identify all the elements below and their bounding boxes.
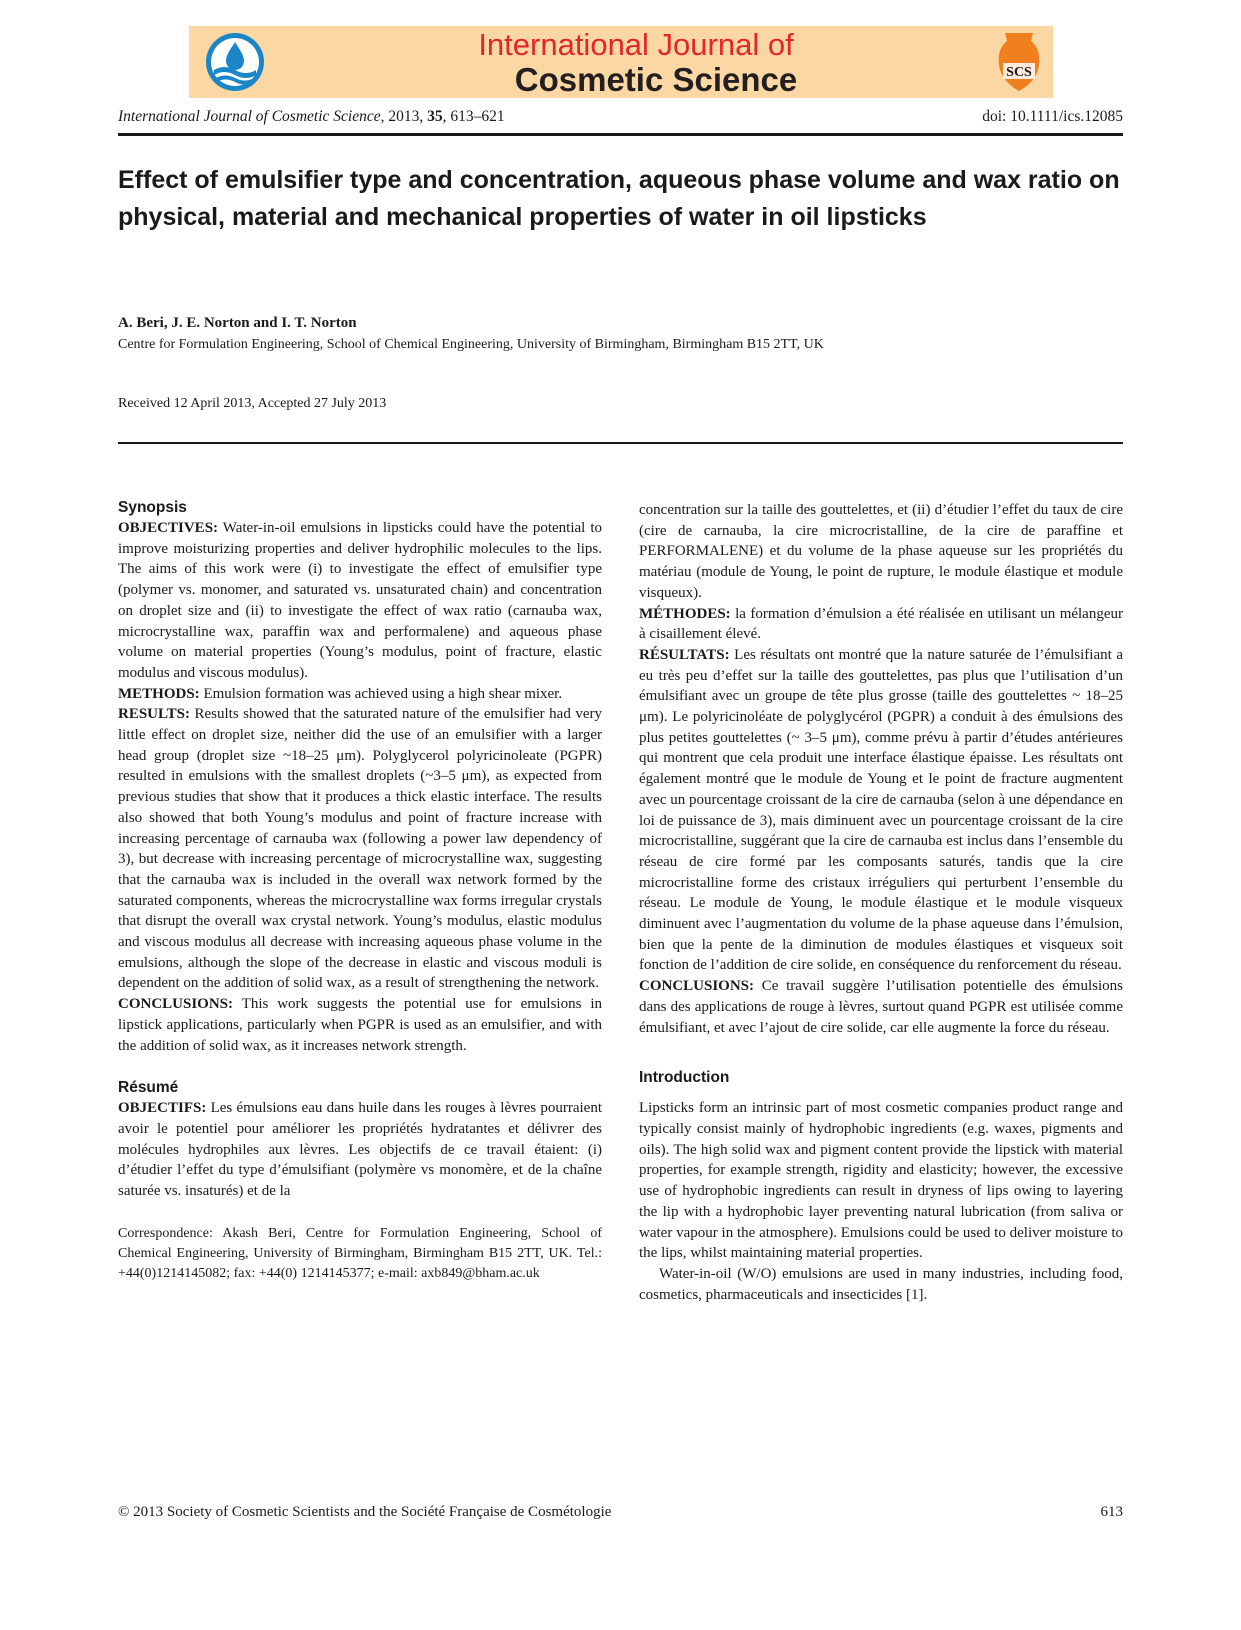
page-number: 613 bbox=[1100, 1504, 1123, 1520]
conclusions-text: This work suggests the potential use for emulsions in lipstick applications, particularly when PGPR is used as an emulsifier, and with the addition of solid wax, as it increases network strength. bbox=[118, 996, 602, 1054]
journal-banner bbox=[189, 26, 1053, 98]
objectives-text: Water-in-oil emulsions in lipsticks could have the potential to improve moisturizing properties and deliver hydrophilic molecules to the lips. The aims of this work were (i) to investigate the effect of emulsifier type (polymer vs. monomer, and saturated vs. unsaturated chain) and concentration on droplet size and (ii) to investigate the effect of wax ratio (carnauba wax, microcrystalline wax, paraffin wax and performalene) and aqueous phase volume on material properties (Young’s modulus, point of fracture, elastic modulus and viscous modulus). bbox=[118, 520, 602, 681]
citation bbox=[118, 108, 505, 126]
banner-title bbox=[189, 28, 1053, 96]
conclusions-label: CONCLUSIONS: bbox=[118, 996, 234, 1013]
resume-methodes bbox=[639, 604, 1123, 645]
doi: doi: 10.1111/ics.12085 bbox=[982, 108, 1123, 125]
copyright: © 2013 Society of Cosmetic Scientists and the Société Française de Cosmétologie bbox=[118, 1504, 612, 1520]
resume-conclusions-text: Ce travail suggère l’utilisation potentielle des émulsions dans des applications de rouge à lèvres, surtout quand PGPR est utilisée comme émulsifiant, et avec l’ajout de cire solide, car elle augmente la force du réseau. bbox=[639, 978, 1123, 1036]
introduction-para2: Water-in-oil (W/O) emulsions are used in many industries, including food, cosmetics, pharmaceuticals and insecticides [1]. bbox=[639, 1265, 1123, 1303]
citation-volume: 35 bbox=[427, 108, 443, 125]
banner-title-line1: International Journal of bbox=[478, 27, 794, 62]
resume-conclusions bbox=[639, 976, 1123, 1038]
methods-text: Emulsion formation was achieved using a high shear mixer. bbox=[199, 685, 563, 702]
resume-conclusions-label: CONCLUSIONS: bbox=[639, 978, 755, 995]
left-column bbox=[118, 498, 602, 1284]
authors: A. Beri, J. E. Norton and I. T. Norton bbox=[118, 315, 357, 331]
methodes-text: la formation d’émulsion a été réalisée en utilisant un mélangeur à cisaillement élevé. bbox=[639, 605, 1123, 643]
objectifs-text: Les émulsions eau dans huile dans les rouges à lèvres pourraient avoir le potentiel pour améliorer les propriétés hydratantes et délivrer des molécules hydrophiles aux lèvres. Les objectifs de ce travail étaient: (i) d’étudier l’effet du type d’émulsifiant (polymère vs monomère, et de la chaîne saturée vs. insaturés) et de la bbox=[118, 1100, 602, 1200]
society-logo-icon bbox=[995, 29, 1043, 95]
header-rule bbox=[118, 133, 1123, 136]
synopsis-methods bbox=[118, 684, 602, 705]
correspondence: Correspondence: Akash Beri, Centre for Formulation Engineering, School of Chemical Engineering, University of Birmingham, Birmingham B15 2TT, UK. Tel.: +44(0)1214145082; fax: +44(0) 1214145377; e-mail: axb849@bham.ac.uk bbox=[118, 1225, 602, 1281]
synopsis-conclusions bbox=[118, 994, 602, 1056]
right-column bbox=[639, 500, 1123, 1305]
objectives-label: OBJECTIVES: bbox=[118, 520, 219, 536]
results-label: RESULTS: bbox=[118, 706, 190, 723]
introduction-heading: Introduction bbox=[639, 1069, 730, 1087]
results-text: Results showed that the saturated nature of the emulsifier had very little effect on droplet size, neither did the use of an emulsifier with a larger head group (droplet size ~18–25 μm). Polyglycerol polyricinoleate (PGPR) resulted in emulsions with the smallest droplets (~3–5 μm), as expected from previous studies that show that it produces a thick elastic interface. The results also showed that both Young’s modulus and point of fracture increase with increasing percentage of carnauba wax (following a power law dependency of 3), but decrease with increasing percentage of microcrystalline wax, suggesting that the carnauba wax is included in the overall wax network formed by the saturated components, whereas the microcrystalline wax forms irregular crystals that disrupt the overall wax crystal network. Young’s modulus, elastic modulus and viscous modulus all decrease with increasing aqueous phase volume in the emulsions, although the slope of the decrease in elastic and viscous moduli is dependent on the addition of solid wax, as a result of strengthening the network. bbox=[118, 706, 602, 992]
received-dates: Received 12 April 2013, Accepted 27 July 2013 bbox=[118, 396, 387, 411]
article-title: Effect of emulsifier type and concentration, aqueous phase volume and wax ratio on physical, material and mechanical properties of water in oil lipsticks bbox=[118, 166, 1120, 231]
journal-name: International Journal of Cosmetic Science bbox=[118, 108, 381, 125]
introduction-para1: Lipsticks form an intrinsic part of most cosmetic companies product range and typically consist mainly of hydrophobic ingredients (e.g. waxes, pigments and oils). The high solid wax and pigment content provide the lipstick with material properties, for example strength, rigidity and elasticity; however, the excessive use of hydrophobic ingredients can result in dryness of lips owing to layering the lip with a hydrophobic layer preventing natural lubrication (from saliva or water vapour in the atmosphere). Emulsions could be used to deliver moisture to the lips, whilst maintaining material properties. bbox=[639, 1100, 1123, 1262]
synopsis-results bbox=[118, 704, 602, 994]
synopsis-objectives bbox=[118, 518, 602, 684]
title-rule bbox=[118, 442, 1123, 444]
resultats-text: Les résultats ont montré que la nature saturée de l’émulsifiant a eu très peu d’effet sur la taille des gouttelettes, pas plus que l’utilisation d’un émulsifiant avec un groupe de tête plus grosse (taille des gouttelettes ~ 18–25 μm). Le polyricinoléate de polyglycérol (PGPR) a conduit à des émulsions des plus petites gouttelettes (~ 3–5 μm), comme prévu à partir d’études antérieures qui montrent que cela produit une interface élastique épaisse. Les résultats ont également montré que le module de Young et le point de fracture augmentent avec un pourcentage croissant de la cire de carnauba (selon à une dépendance en loi de puissance de 3), mais diminuent avec un pourcentage croissant de la cire microcristalline, suggérant que la cire de carnauba est inclus dans l’ensemble du réseau de cire formé par les composants saturés, tandis que la cire microcristalline forme des cristaux irréguliers qui perturbent l’ensemble du réseau. Le module de Young, le module élastique et le module visqueux diminuent avec l’augmentation du volume de la phase aqueuse dans l’émulsion, bien que la pente de la diminution de modules élastiques et visqueux soit fonction de l’addition de cire solide, en conséquence du renforcement du réseau. bbox=[639, 646, 1123, 974]
society-logo-text: SCS bbox=[1006, 65, 1032, 80]
banner-title-line2: Cosmetic Science bbox=[514, 61, 798, 98]
resume-resultats bbox=[639, 645, 1123, 976]
methods-label: METHODS: bbox=[118, 685, 200, 702]
citation-pages: , 613–621 bbox=[442, 108, 505, 125]
objectifs-label: OBJECTIFS: bbox=[118, 1100, 207, 1117]
synopsis-heading: Synopsis bbox=[118, 499, 187, 516]
resume-objectifs bbox=[118, 1098, 602, 1202]
resultats-label: RÉSULTATS: bbox=[639, 646, 730, 663]
resume-heading: Résumé bbox=[118, 1079, 179, 1097]
resume-objectifs-continued: concentration sur la taille des gouttelettes, et (ii) d’étudier l’effet du taux de cire (cire de carnauba, la cire microcristalline, de la cire de paraffine et PERFORMALENE) et du volume de la phase aqueuse sur les propriétés du matériau (module de Young, le point de rupture, le module élastique et module visqueux). bbox=[639, 502, 1123, 601]
citation-line bbox=[118, 108, 1123, 130]
citation-year: , 2013, bbox=[380, 108, 428, 125]
methodes-label: MÉTHODES: bbox=[639, 605, 731, 622]
affiliation: Centre for Formulation Engineering, School of Chemical Engineering, University of Birmingham, Birmingham B15 2TT, UK bbox=[118, 337, 824, 352]
